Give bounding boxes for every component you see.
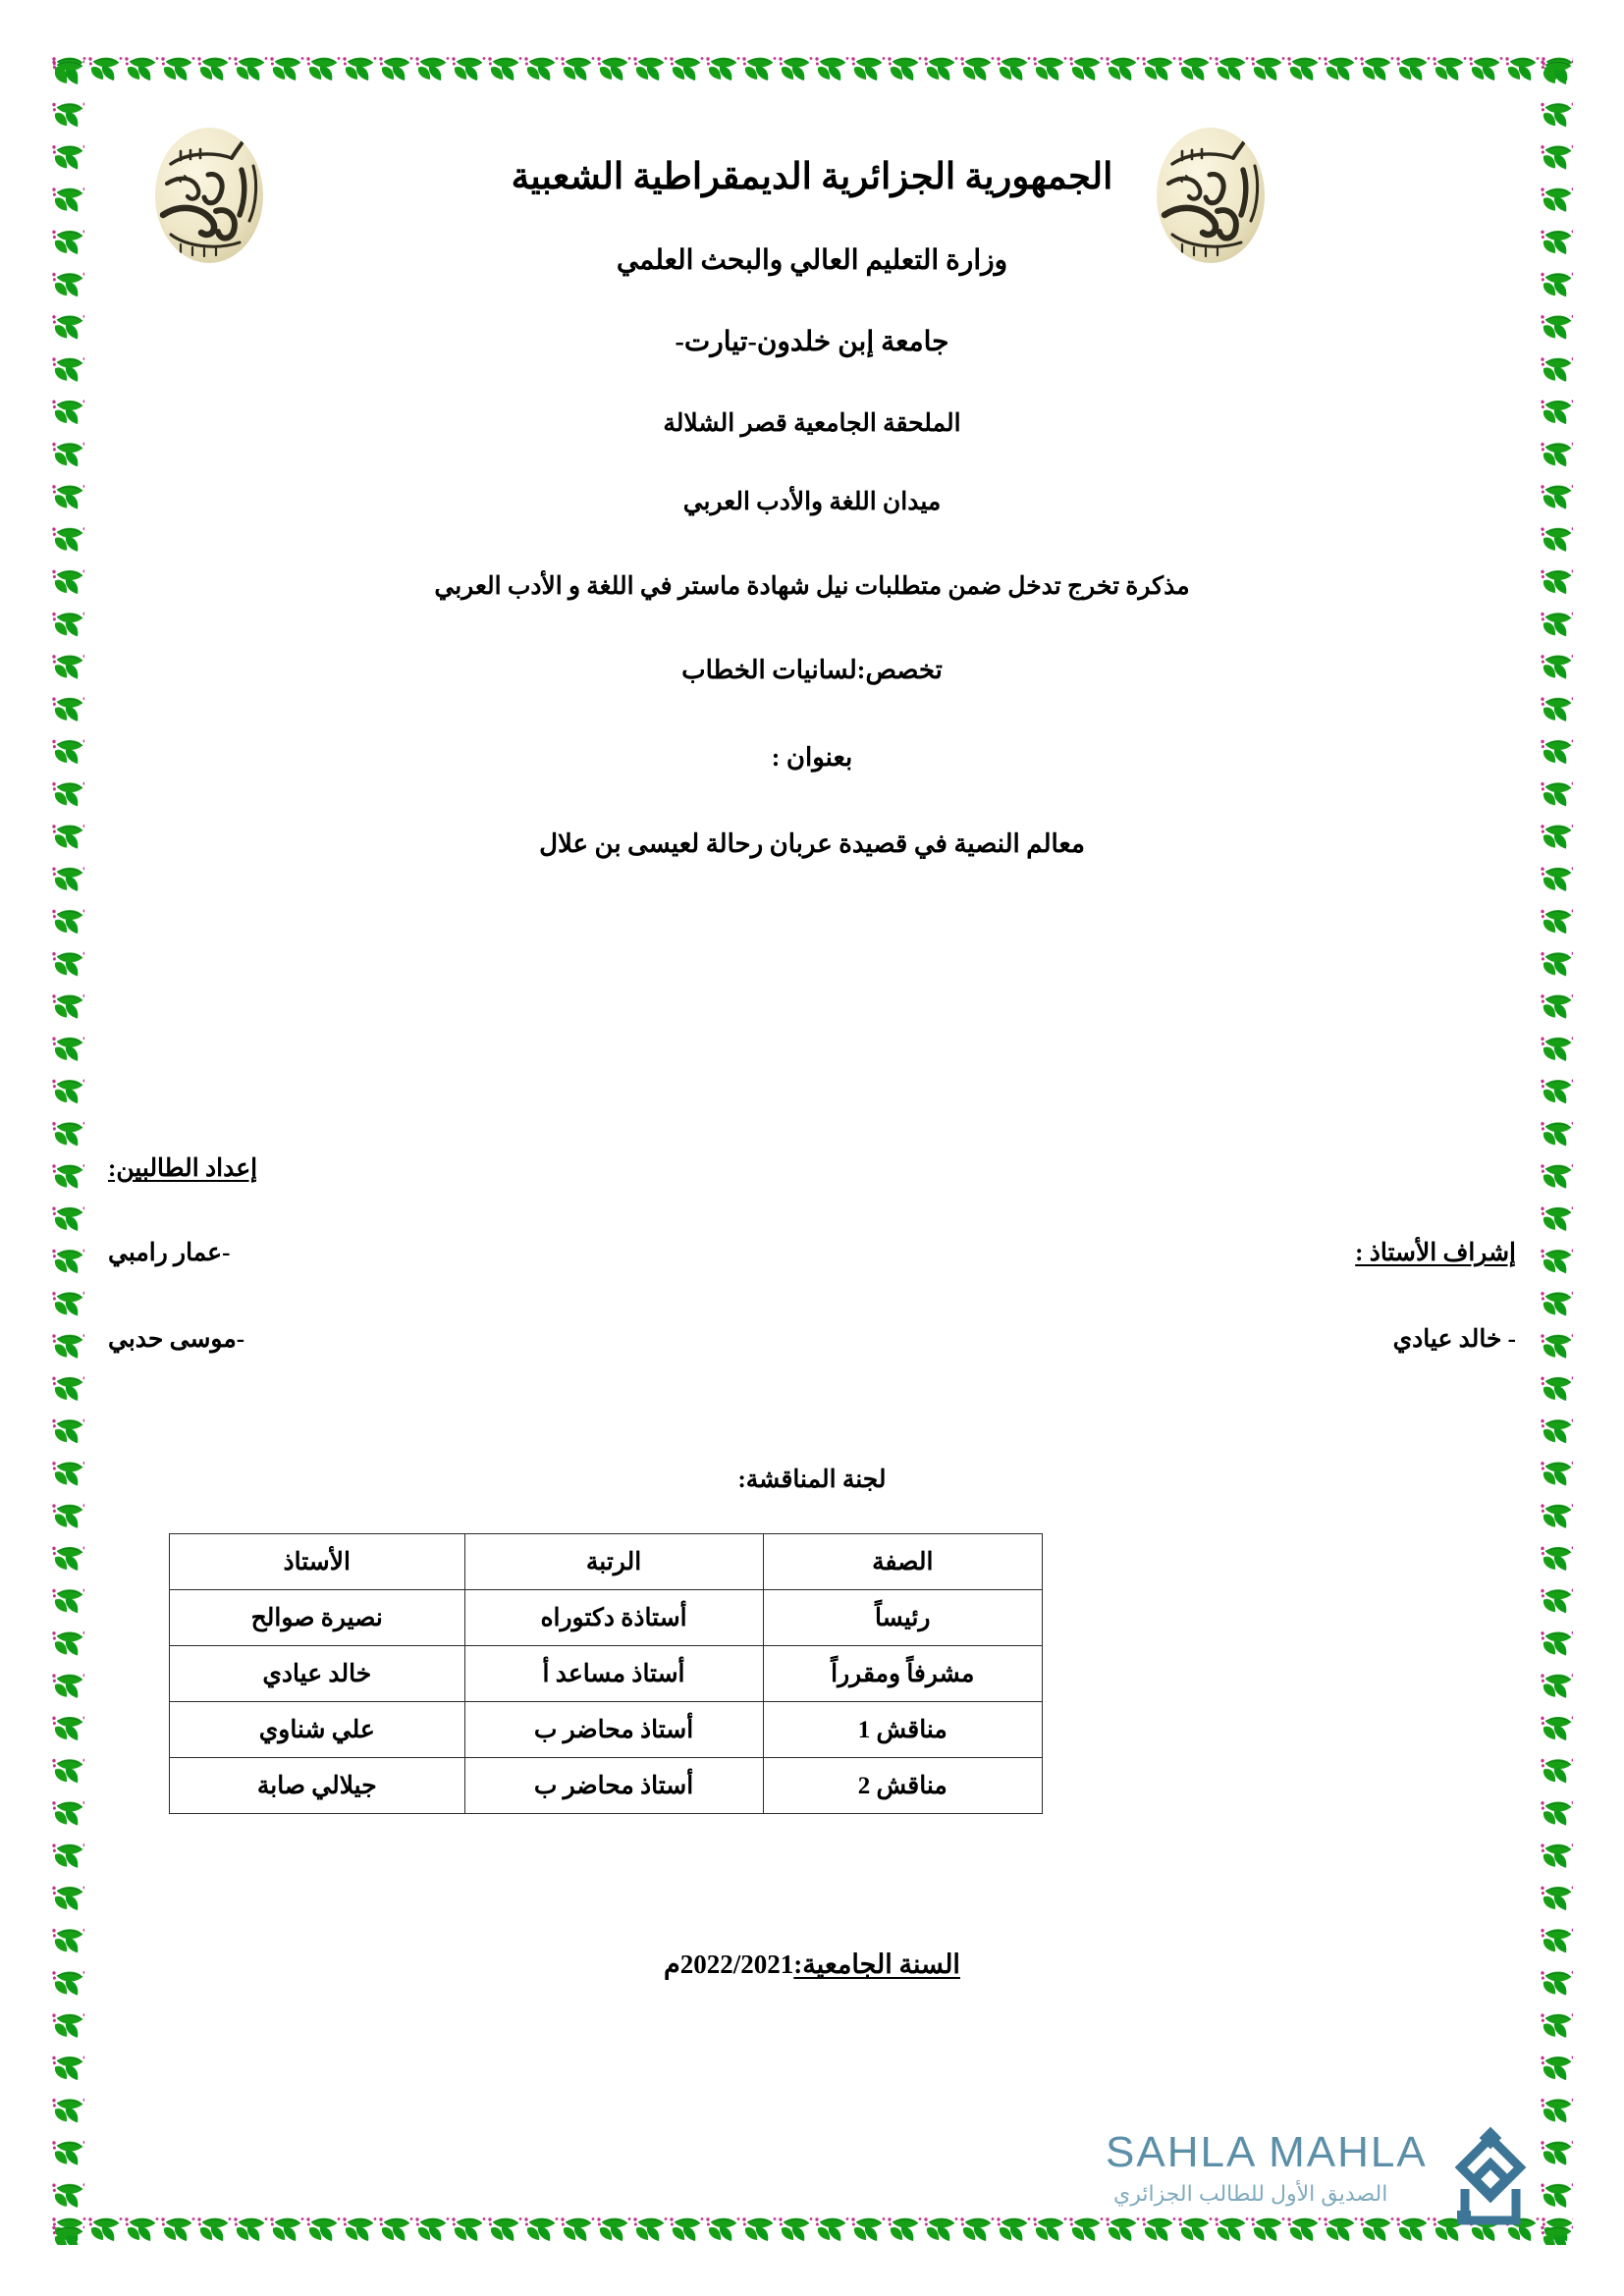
students-heading: إعداد الطالبين: (108, 1155, 258, 1182)
cell-role-4: مناقش 2 (763, 1758, 1042, 1814)
student-name-2: -موسى حدبي (108, 1326, 245, 1353)
jury-label: لجنة المناقشة: (737, 1467, 887, 1493)
ministry-line: وزارة التعليم العالي والبحث العلمي (616, 245, 1008, 277)
cell-professor-4: جيلالي صابة (170, 1758, 465, 1814)
sahla-mahla-logo-icon (1435, 2124, 1545, 2240)
cell-rank-3: أستاذ محاضر ب (464, 1702, 763, 1758)
watermark-tagline: الصديق الأول للطالب الجزائري (1113, 2181, 1388, 2206)
academic-year (0, 1949, 1624, 1980)
jury-table (169, 1533, 1043, 1814)
cell-rank-2: أستاذ مساعد أ (464, 1646, 763, 1702)
cell-role-2: مشرفاً ومقرراً (763, 1646, 1042, 1702)
table-row (170, 1758, 1043, 1814)
republic-line: الجمهورية الجزائرية الديمقراطية الشعبية (511, 157, 1113, 197)
student-name-1: -عمار رامبي (108, 1240, 231, 1266)
table-header-row (170, 1534, 1043, 1590)
table-row (170, 1646, 1043, 1702)
academic-year-label: السنة الجامعية: (793, 1949, 960, 1979)
cell-rank-1: أستاذة دكتوراه (464, 1590, 763, 1646)
cell-professor-3: علي شناوي (170, 1702, 465, 1758)
cell-professor-1: نصيرة صوالح (170, 1590, 465, 1646)
column-header-professor: الأستاذ (170, 1534, 465, 1590)
border-edge-right (1540, 51, 1573, 2245)
watermark-brand: SAHLA MAHLA (1106, 2128, 1428, 2176)
cover-header-block (108, 118, 1516, 861)
cell-role-3: مناقش 1 (763, 1702, 1042, 1758)
cell-rank-4: أستاذ محاضر ب (464, 1758, 763, 1814)
field-line: ميدان اللغة والأدب العربي (682, 488, 942, 515)
supervisor-name: - خالد عيادي (1392, 1326, 1516, 1353)
cell-role-1: رئيساً (763, 1590, 1042, 1646)
sahla-mahla-watermark (1106, 2124, 1538, 2242)
annex-line: الملحقة الجامعية قصر الشلالة (663, 410, 961, 438)
university-line: جامعة إبن خلدون-تيارت- (675, 327, 949, 358)
academic-year-value: 2022/2021م (664, 1949, 794, 1979)
table-row (170, 1702, 1043, 1758)
table-row (170, 1590, 1043, 1646)
column-header-role: الصفة (763, 1534, 1042, 1590)
authors-block (108, 1153, 1516, 1354)
specialty-line: تخصص:لسانيات الخطاب (681, 656, 943, 684)
column-header-rank: الرتبة (464, 1534, 763, 1590)
border-edge-left (51, 51, 84, 2245)
title-label: بعنوان : (771, 742, 853, 772)
cell-professor-2: خالد عيادي (170, 1646, 465, 1702)
supervisor-heading: إشراف الأستاذ : (1355, 1240, 1516, 1266)
border-edge-top (51, 51, 1573, 84)
memoire-statement: مذكرة تخرج تدخل ضمن متطلبات نيل شهادة ماستر في اللغة و الأدب العربي (434, 572, 1190, 600)
thesis-title: معالم النصية في قصيدة عربان رحالة لعيسى بن علال (539, 829, 1085, 858)
